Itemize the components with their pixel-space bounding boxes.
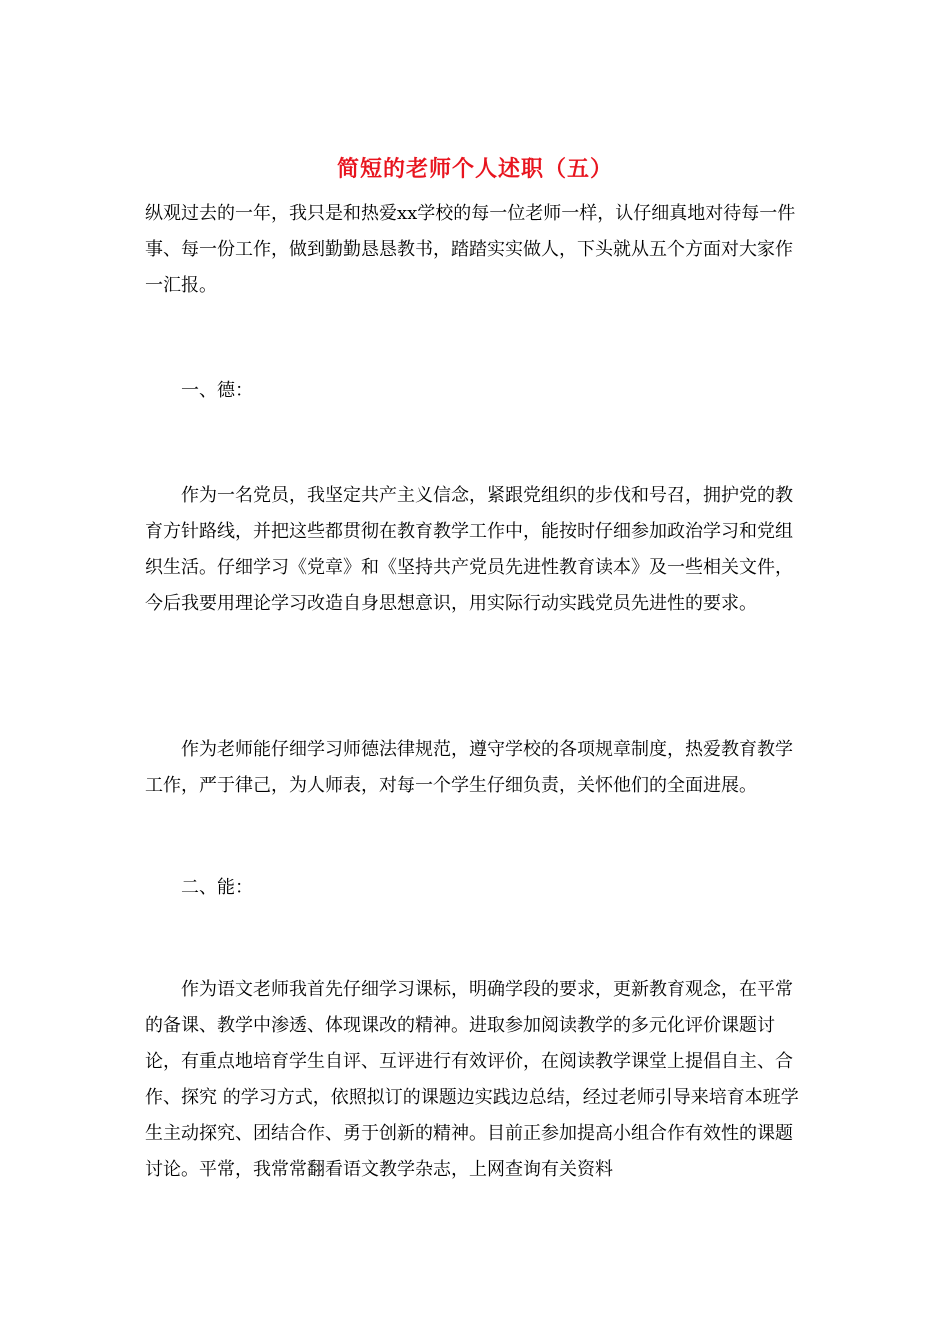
- section-neng-paragraph-1: 作为语文老师我首先仔细学习课标，明确学段的要求，更新教育观念，在平常的备课、教学中渗透、体现课改的精神。进取参加阅读教学的多元化评价课题讨论，有重点地培育学生自评、互评进行有效评价，在阅读教学课堂上提倡自主、合作、探究 的学习方式，依照拟订的课题边实践边总结，经过老师引导来培育本班学生主动探究、团结合作、勇于创新的精神。目前正参加提高小组合作有效性的课题讨论。平常，我常常翻看语文教学杂志，上网查询有关资料: [145, 979, 799, 1180]
- document-title: 简短的老师个人述职（五）: [336, 156, 613, 182]
- intro-paragraph: 纵观过去的一年，我只是和热爱xx学校的每一位老师一样，认仔细真地对待每一件事、每一份工作，做到勤勤恳恳教书，踏踏实实做人，下头就从五个方面对大家作一汇报。: [145, 203, 796, 296]
- section-heading-de: 一、德：: [181, 380, 253, 401]
- section-heading-neng: 二、能：: [181, 877, 253, 898]
- section-de-paragraph-2: 作为老师能仔细学习师德法律规范，遵守学校的各项规章制度，热爱教育教学工作，严于律己，为人师表，对每一个学生仔细负责，关怀他们的全面进展。: [145, 739, 793, 796]
- section-de-paragraph-1: 作为一名党员，我坚定共产主义信念，紧跟党组织的步伐和号召，拥护党的教育方针路线，并把这些都贯彻在教育教学工作中，能按时仔细参加政治学习和党组织生活。仔细学习《党章》和《坚持共产党员先进性教育读本》及一些相关文件，今后我要用理论学习改造自身思想意识，用实际行动实践党员先进性的要求。: [145, 485, 793, 614]
